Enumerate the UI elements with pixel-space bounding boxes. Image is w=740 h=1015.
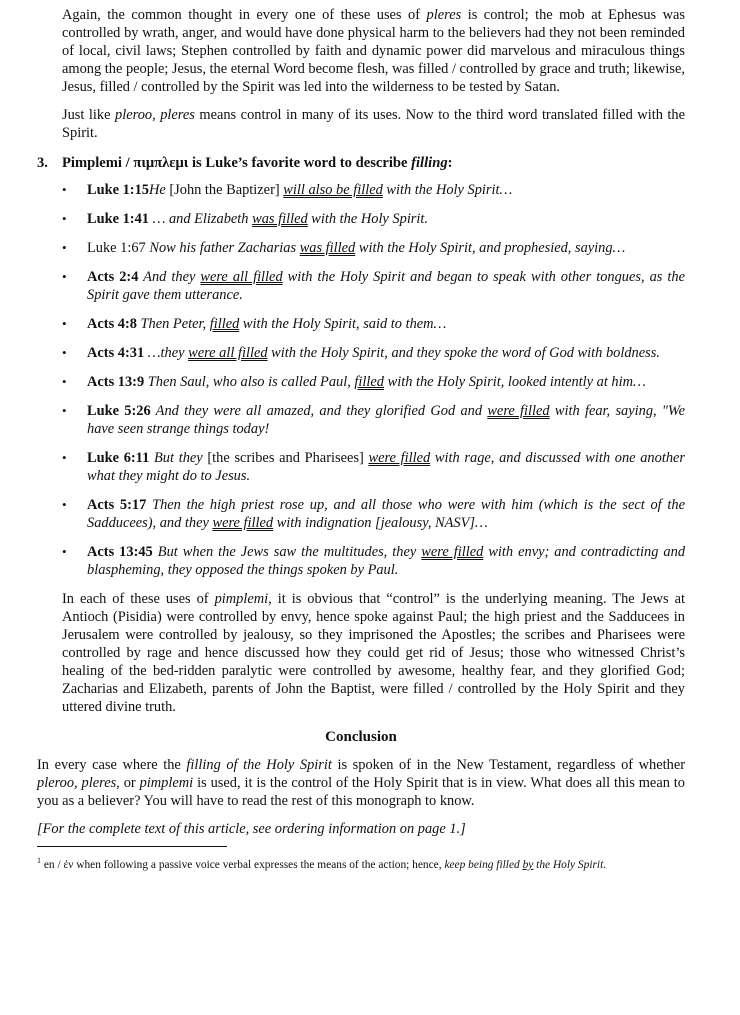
bullet-icon: • xyxy=(62,269,67,284)
verse-underlined: filled xyxy=(354,374,384,390)
bullet-icon: • xyxy=(62,450,67,465)
verse-underlined: was filled xyxy=(252,211,308,227)
ordering-note: [For the complete text of this article, see ordering information on page 1.] xyxy=(37,821,466,837)
verse-reference: Acts 5:17 xyxy=(87,497,147,513)
conclusion-heading: Conclusion xyxy=(325,729,397,745)
verse-text: Then Saul, who also is called Paul, xyxy=(144,374,355,390)
verse-item xyxy=(62,344,685,362)
verse-text: But they xyxy=(149,450,208,466)
bullet-icon: • xyxy=(62,403,67,418)
bullet-icon: • xyxy=(62,240,67,255)
verse-text: with the Holy Spirit… xyxy=(382,182,513,198)
verse-text: But when the Jews saw the multitudes, they xyxy=(152,544,422,560)
verse-item xyxy=(62,181,685,199)
section-heading-pimplemi: 3. Pimplemi / πιμπλεμι is Luke’s favorite word to describe filling: xyxy=(37,155,453,171)
verse-text: …they xyxy=(144,345,189,361)
verse-reference: Acts 13:45 xyxy=(87,544,153,560)
verse-list xyxy=(62,181,685,579)
verse-reference: Acts 4:8 xyxy=(87,316,137,332)
verse-item xyxy=(62,268,685,304)
verse-underlined: was filled xyxy=(299,240,356,256)
verse-reference: Luke 1:67 xyxy=(87,240,146,256)
verse-reference: Luke 5:26 xyxy=(87,403,151,419)
verse-item xyxy=(62,449,685,485)
verse-reference: Luke 1:41 xyxy=(87,211,149,227)
verse-text: with envy; and contradicting and blaspheming, they opposed the things spoken by Paul. xyxy=(87,544,686,578)
verse-underlined: were all filled xyxy=(188,345,268,361)
verse-text: And they xyxy=(138,269,201,285)
verse-item xyxy=(62,239,685,257)
paragraph-pleroo-pleres: Just like pleroo, pleres means control in many of its uses. Now to the third word translated filled with the Spirit. xyxy=(62,107,686,141)
verse-text: with the Holy Spirit. xyxy=(307,211,429,227)
verse-text: with the Holy Spirit, looked intently at him… xyxy=(384,374,646,390)
verse-text: with fear, saying, "We have seen strange things today! xyxy=(87,403,685,437)
verse-underlined: will also be filled xyxy=(283,182,383,198)
verse-text: with the Holy Spirit, and they spoke the word of God with boldness. xyxy=(267,345,660,361)
footnote-separator xyxy=(37,846,227,847)
verse-text: Now his father Zacharias xyxy=(145,240,300,256)
bullet-icon: • xyxy=(62,211,67,226)
verse-item xyxy=(62,210,685,228)
verse-text: He xyxy=(148,182,170,198)
verse-underlined: were filled xyxy=(421,544,484,560)
verse-item xyxy=(62,543,685,579)
verse-reference: Luke 1:15 xyxy=(87,182,149,198)
verse-underlined: were all filled xyxy=(200,269,283,285)
verse-item xyxy=(62,402,685,438)
verse-reference: Acts 13:9 xyxy=(87,374,145,390)
verse-underlined: were filled xyxy=(487,403,550,419)
verse-reference: Acts 2:4 xyxy=(87,269,139,285)
verse-underlined: were filled xyxy=(212,515,274,531)
verse-item xyxy=(62,496,685,532)
verse-text: with the Holy Spirit and began to speak with other tongues, as the Spirit gave them utterance. xyxy=(87,269,685,303)
verse-item xyxy=(62,373,685,391)
verse-insert: [John the Baptizer] xyxy=(169,182,284,198)
bullet-icon: • xyxy=(62,497,67,512)
bullet-icon: • xyxy=(62,544,67,559)
verse-reference: Luke 6:11 xyxy=(87,450,150,466)
footnote: $^1$ en / ἐν when following a passive voice verbal expresses the means of the action; hence, keep being filled by the Holy Spirit. xyxy=(37,856,607,871)
verse-text: Then the high priest rose up, and all those who were with him (which is the sect of the Sadducees), and they xyxy=(87,497,685,531)
verse-text: with rage, and discussed with one another what they might do to Jesus. xyxy=(87,450,685,484)
bullet-icon: • xyxy=(62,316,67,331)
verse-text: with indignation [jealousy, NASV]… xyxy=(273,515,488,531)
verse-insert: [the scribes and Pharisees] xyxy=(207,450,369,466)
verse-text: … and Elizabeth xyxy=(148,211,253,227)
paragraph-pleres-control: Again, the common thought in every one of these uses of pleres is control; the mob at Ephesus was controlled by wrath, anger, and would have done physical harm to the believers had they not been reminded of local, civil laws; Stephen controlled by faith and dynamic power did marvelous and miraculous things among the people; Jesus, the eternal Word become flesh, was filled / controlled by grace and truth; likewise, Jesus, filled / controlled by the Spirit was led into the wilderness to be tested by Satan. xyxy=(62,7,686,95)
verse-reference: Acts 4:31 xyxy=(87,345,145,361)
conclusion-paragraph: In every case where the filling of the Holy Spirit is spoken of in the New Testament, regardless of whether pleroo, pleres, or pimplemi is used, it is the control of the Holy Spirit that is in view. What does all this mean to you as a believer? You will have to read the rest of this monograph to know. xyxy=(37,757,686,809)
bullet-icon: • xyxy=(62,345,67,360)
verse-text: And they were all amazed, and they glorified God and xyxy=(150,403,488,419)
verse-text: with the Holy Spirit, and prophesied, saying… xyxy=(355,240,626,256)
verse-text: with the Holy Spirit, said to them… xyxy=(239,316,447,332)
bullet-icon: • xyxy=(62,182,67,197)
verse-underlined: were filled xyxy=(368,450,431,466)
document-page xyxy=(37,6,685,873)
verse-text: Then Peter, xyxy=(136,316,210,332)
verse-underlined: filled xyxy=(209,316,240,332)
bullet-icon: • xyxy=(62,374,67,389)
paragraph-pimplemi-control: In each of these uses of pimplemi, it is obvious that “control” is the underlying meaning. The Jews at Antioch (Pisidia) were controlled by envy, hence spoke against Paul; the high priest and the Sadducees in Jerusalem were controlled by jealousy, so they imprisoned the Apostles; the scribes and Pharisees were controlled by rage and hence discussed how they could get rid of Jesus; those who witnessed Christ’s healing of the bed-ridden paralytic were controlled by awesome, healthy fear, and they glorified God; Zacharias and Elizabeth, parents of John the Baptist, were filled / controlled by the Holy Spirit and they uttered divine truth. xyxy=(62,591,685,715)
verse-item xyxy=(62,315,685,333)
